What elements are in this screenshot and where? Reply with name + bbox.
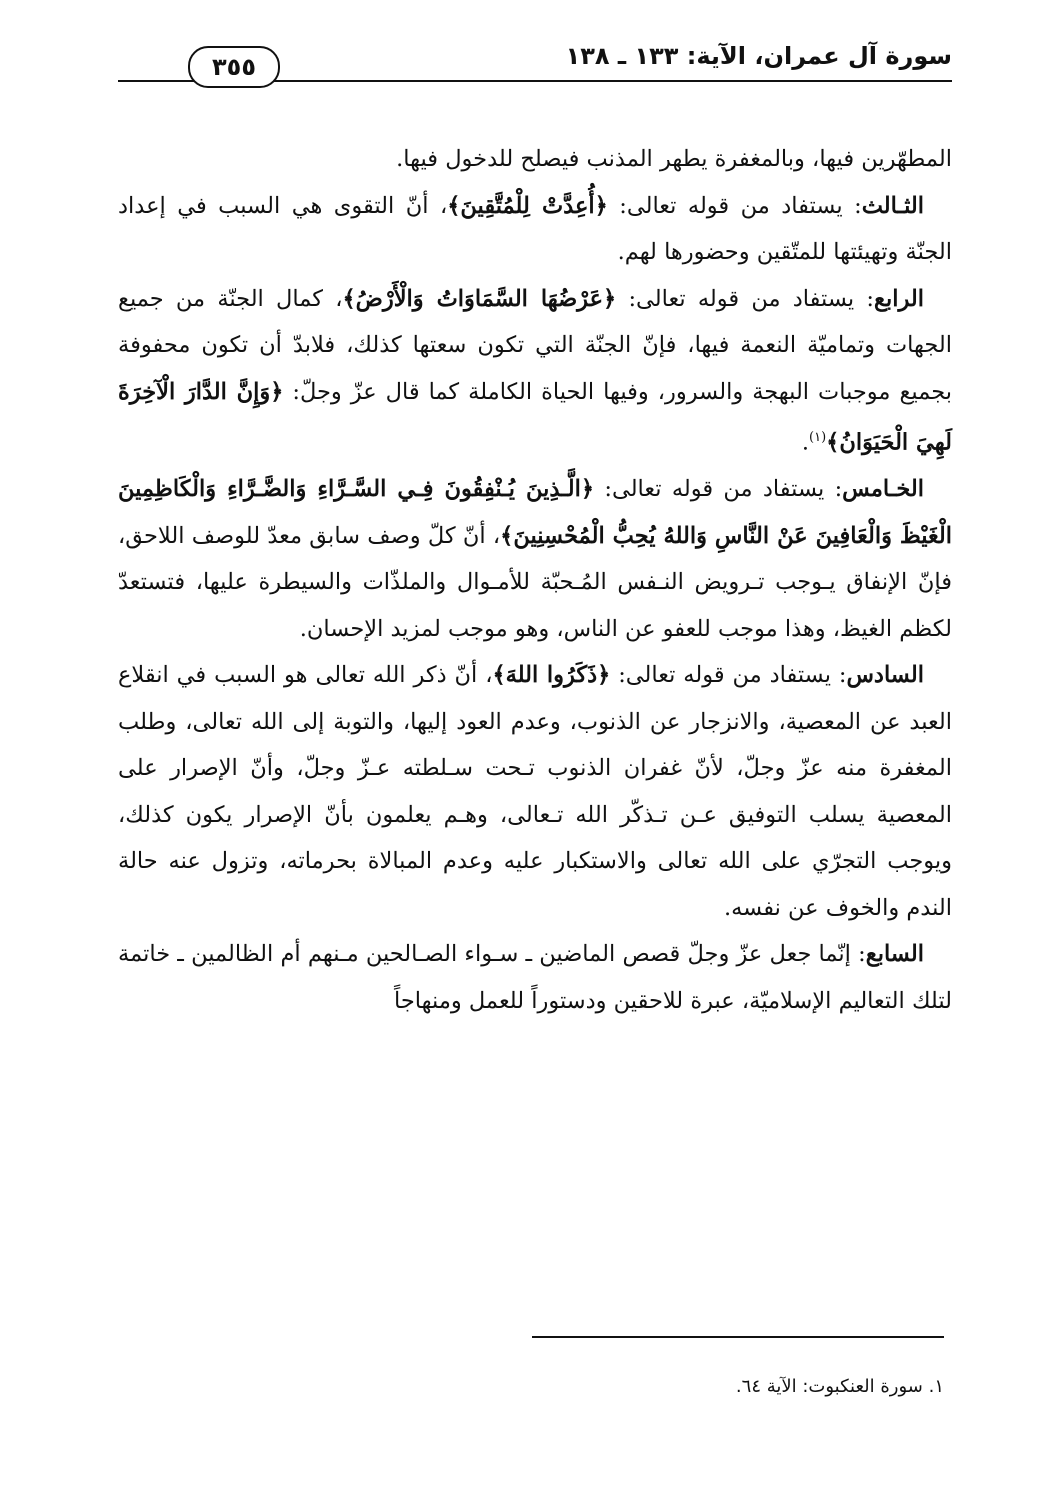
paragraph-text: ، أنّ التقوى هي السبب في إعداد الجنّة وتهيئتها للمتّقين وحضورها لهم. <box>118 192 952 265</box>
paragraph-continuation: المطهّرين فيها، وبالمغفرة يطهر المذنب فيصلح للدخول فيها. <box>396 146 952 172</box>
footnote-separator <box>532 1336 944 1338</box>
paragraph-heading: الرابع <box>873 285 924 312</box>
body-text <box>118 136 952 1024</box>
paragraph-text: . <box>801 429 810 456</box>
paragraph-heading: السابع <box>865 941 924 967</box>
paragraph-text: ، كمال الجنّة من جميع الجهات وتماميّة النعمة فيها، فإنّ الجنّة التي تكون سعتها كذلك، فلابدّ أن تكون محفوفة بجميع موجبات البهجة والسرور، وفيها الحياة الكاملة كما قال عزّ وجلّ: <box>118 285 953 405</box>
footnote: ١. سورة العنكبوت: الآية ٦٤. <box>735 1376 944 1397</box>
paragraph-text: ، أنّ كلّ وصف سابق معدّ للوصف اللاحق، فإنّ الإنفاق يـوجب تـرويض النـفس المُـحبّة للأمـوال والملذّات والسيطرة عليها، فتستعدّ لكظم الغيظ، وهذا موجب للعفو عن الناس، وهو موجب لمزيد الإحسان. <box>118 522 952 642</box>
paragraph-heading: السادس <box>846 662 924 688</box>
paragraph-fifth <box>118 466 952 652</box>
paragraph-text: ، أنّ ذكر الله تعالى هو السبب في انقلاع العبد عن المعصية، والانزجار عن الذنوب، وعدم العود إليها، والتوبة إلى الله تعالى، وطلب المغفرة منه عزّ وجلّ، لأنّ غفران الذنوب تـحت سـلطته عـزّ وجلّ، وأنّ الإصرار على المعصية يسلب التوفيق عـن تـذكّر الله تـعالى، وهـم يعلمون بأنّ الإصرار يكون كذلك، ويوجب التجرّي على الله تعالى والاستكبار عليه وعدم المبالاة بحرماته، وتزول عنه حالة الندم والخوف عن نفسه. <box>118 662 952 921</box>
paragraph-text: : يستفاد من قوله تعالى: <box>607 192 862 219</box>
quran-verse: ﴿ذَكَرُوا اللهَ﴾ <box>492 662 611 688</box>
quran-verse: ﴿الَّـذِينَ يُـنْفِقُونَ فِـي السَّـرَّاءِ وَالضَّـرَّاءِ وَالْكَاظِمِينَ الْغَيْظَ وَالْعَافِينَ عَنْ النَّاسِ وَاللهُ يُحِبُّ الْمُحْسِنِينَ﴾ <box>118 476 953 549</box>
paragraph-seventh <box>118 931 952 1024</box>
quran-verse: ﴿أُعِدَّتْ لِلْمُتَّقِينَ﴾ <box>447 192 608 219</box>
paragraph-text: : يستفاد من قوله تعالى: <box>616 285 874 312</box>
paragraph-fourth <box>118 276 952 467</box>
quran-verse: ﴿وَإِنَّ الدَّارَ الْآخِرَةَ لَهِيَ الْحَيَوَانُ﴾ <box>118 378 952 456</box>
paragraph-sixth <box>118 652 952 931</box>
quran-verse: ﴿عَرْضُهَا السَّمَاوَاتُ وَالْأَرْضُ﴾ <box>342 285 617 312</box>
paragraph-heading: الخـامس <box>842 476 924 502</box>
paragraph-heading: الثـالث <box>861 192 924 219</box>
page-number: ٣٥٥ <box>188 46 280 88</box>
running-title: سورة آل عمران، الآية: ١٣٣ ـ ١٣٨ <box>565 42 952 70</box>
paragraph-text: : إنّما جعل عزّ وجلّ قصص الماضين ـ سـواء الصـالحين مـنهم أم الظالمين ـ خاتمة لتلك التعاليم الإسلاميّة، عبرة للاحقين ودستوراً للعمل ومنهاجاً <box>118 941 952 1014</box>
paragraph-text: : يستفاد من قوله تعالى: <box>594 476 843 502</box>
page-header <box>118 40 952 90</box>
paragraph-third <box>118 183 952 276</box>
footnote-reference: (١) <box>809 430 827 445</box>
paragraph-text: : يستفاد من قوله تعالى: <box>610 662 847 688</box>
